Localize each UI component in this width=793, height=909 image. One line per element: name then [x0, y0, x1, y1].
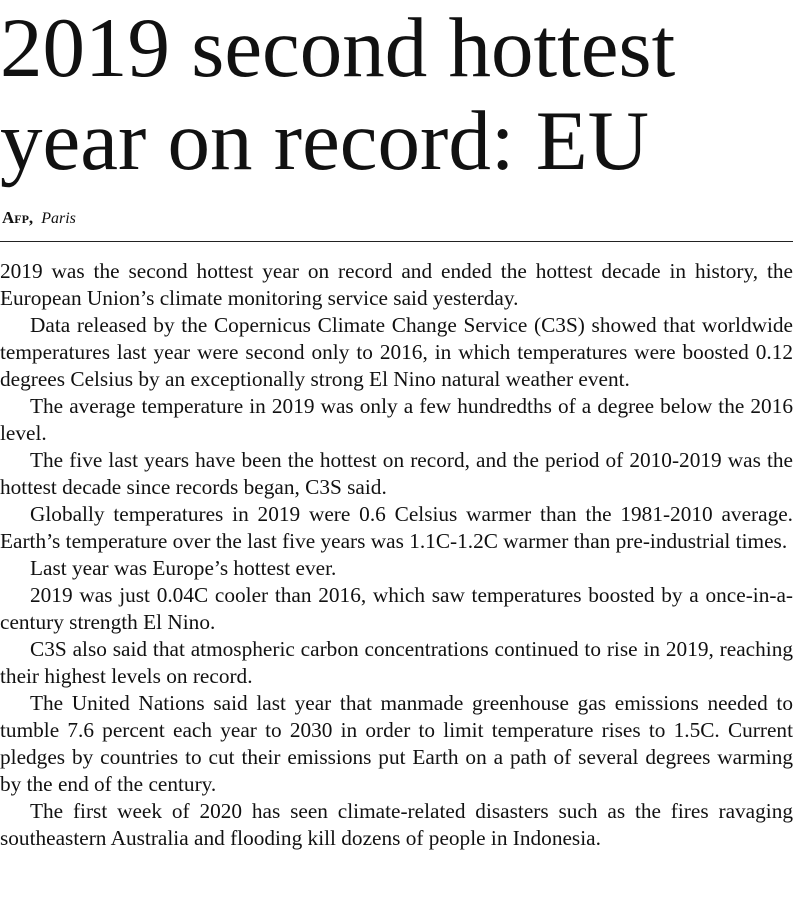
article-paragraph-6: Last year was Europe’s hottest ever.	[30, 556, 337, 580]
header-divider	[0, 241, 793, 242]
article-paragraph-4: The five last years have been the hottest on record, and the period of 2010-2019 was the hottest decade since records began, C3S said.	[0, 448, 793, 499]
article-paragraph-5: Globally temperatures in 2019 were 0.6 Celsius warmer than the 1981-2010 average. Earth’s temperature over the last five years was 1.1C-1.2C warmer than pre-industrial times.	[0, 502, 793, 553]
article-paragraph-8: C3S also said that atmospheric carbon concentrations continued to rise in 2019, reaching their highest levels on record.	[0, 637, 793, 688]
byline-agency: Afp,	[2, 208, 34, 227]
headline-line-1: 2019 second hottest	[0, 1, 676, 95]
article-paragraph-1: 2019 was the second hottest year on record and ended the hottest decade in history, the European Union’s climate monitoring service said yesterday.	[0, 259, 793, 310]
headline	[0, 2, 793, 188]
article-paragraph-9: The United Nations said last year that manmade greenhouse gas emissions needed to tumble 7.6 percent each year to 2030 in order to limit temperature rises to 1.5C. Current pledges by countries to cut their emissions put Earth on a path of several degrees warming by the end of the century.	[0, 691, 793, 796]
article-paragraph-2: Data released by the Copernicus Climate Change Service (C3S) showed that worldwide temperatures last year were second only to 2016, in which temperatures were boosted 0.12 degrees Celsius by an exceptionally strong El Nino natural weather event.	[0, 313, 793, 391]
article-paragraph-3: The average temperature in 2019 was only a few hundredths of a degree below the 2016 level.	[0, 394, 793, 445]
article-paragraph-7: 2019 was just 0.04C cooler than 2016, which saw temperatures boosted by a once-in-a-century strength El Nino.	[0, 583, 793, 634]
byline-place: Paris	[41, 210, 76, 227]
article-body	[0, 258, 793, 852]
article-paragraph-10: The first week of 2020 has seen climate-related disasters such as the fires ravaging southeastern Australia and flooding kill dozens of people in Indonesia.	[0, 799, 793, 850]
headline-line-2: year on record: EU	[0, 94, 649, 188]
byline	[2, 208, 76, 229]
